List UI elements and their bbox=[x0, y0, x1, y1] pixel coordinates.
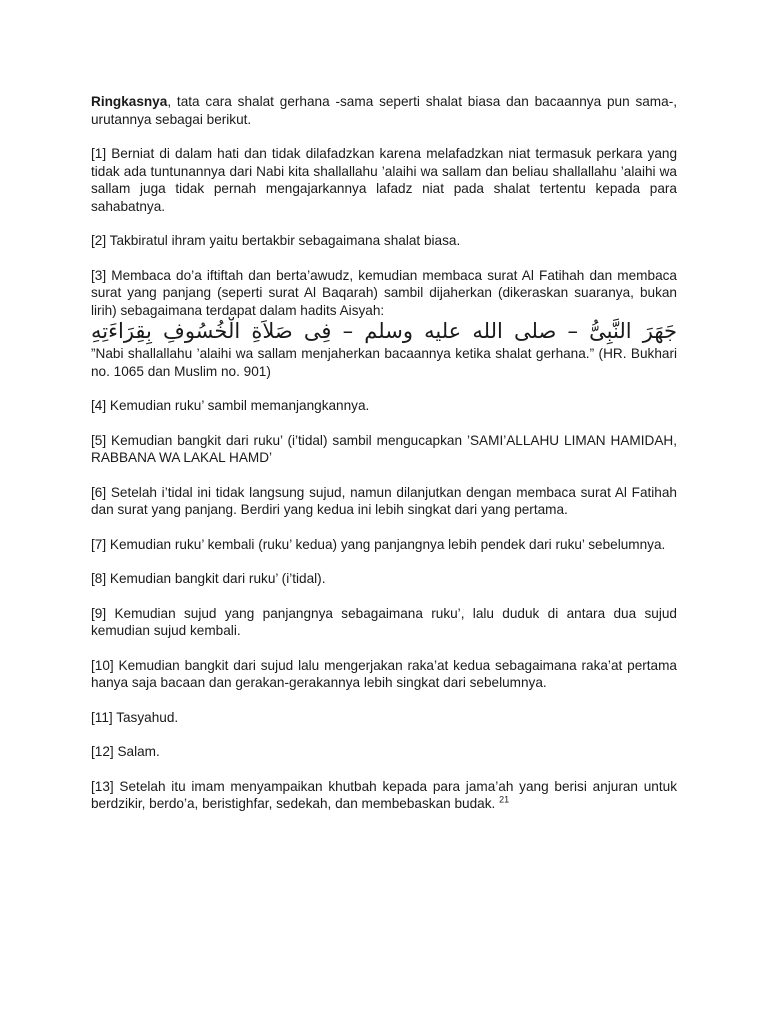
hadith-arabic-text: جَهَرَ النَّبِىُّ – صلى الله عليه وسلم – فِى صَلاَةِ الْخُسُوفِ بِقِرَاءَتِهِ bbox=[91, 319, 677, 343]
step-10: [10] Kemudian bangkit dari sujud lalu mengerjakan raka’at kedua sebagaimana raka’at pertama hanya saja bacaan dan gerakan-gerakannya lebih singkat dari sebelumnya. bbox=[91, 657, 677, 690]
hadith-translation: ”Nabi shallallahu ’alaihi wa sallam menjaherkan bacaannya ketika shalat gerhana.” (HR. Bukhari no. 1065 dan Muslim no. 901) bbox=[91, 346, 677, 379]
step-3-block bbox=[91, 267, 677, 381]
step-7: [7] Kemudian ruku’ kembali (ruku’ kedua) yang panjangnya lebih pendek dari ruku’ sebelumnya. bbox=[91, 536, 666, 552]
step-1: [1] Berniat di dalam hati dan tidak dilafadzkan karena melafadzkan niat termasuk perkara yang tidak ada tuntunannya dari Nabi kita shallallahu ’alaihi wa sallam dan beliau shallallahu ’alaihi wa sallam juga tidak pernah mengajarkannya lafadz niat pada shalat tertentu kepada para sahabatnya. bbox=[91, 146, 677, 214]
step-13-paragraph bbox=[91, 778, 677, 813]
footnote-reference[interactable]: 21 bbox=[499, 794, 510, 805]
step-13: [13] Setelah itu imam menyampaikan khutbah kepada para jama’ah yang berisi anjuran untuk berdzikir, berdo’a, beristighfar, sedekah, dan membebaskan budak. bbox=[91, 778, 677, 811]
step-4: [4] Kemudian ruku’ sambil memanjangkannya. bbox=[91, 398, 370, 413]
step-12: [12] Salam. bbox=[91, 744, 160, 759]
step-11: [11] Tasyahud. bbox=[91, 709, 179, 725]
intro-text: , tata cara shalat gerhana -sama seperti shalat biasa dan bacaannya pun sama-, urutannya sebagai berikut. bbox=[91, 94, 677, 127]
step-9: [9] Kemudian sujud yang panjangnya sebagaimana ruku’, lalu duduk di antara dua sujud kemudian sujud kembali. bbox=[91, 605, 677, 638]
intro-bold-lead: Ringkasnya bbox=[91, 94, 168, 109]
step-6: [6] Setelah i’tidal ini tidak langsung sujud, namun dilanjutkan dengan membaca surat Al Fatihah dan surat yang panjang. Berdiri yang kedua ini lebih singkat dari yang pertama. bbox=[91, 484, 677, 517]
step-5: [5] Kemudian bangkit dari ruku’ (i’tidal) sambil mengucapkan ’SAMI’ALLAHU LIMAN HAMIDAH, RABBANA WA LAKAL HAMD’ bbox=[91, 432, 677, 465]
step-2: [2] Takbiratul ihram yaitu bertakbir sebagaimana shalat biasa. bbox=[91, 233, 461, 248]
step-8: [8] Kemudian bangkit dari ruku’ (i’tidal). bbox=[91, 571, 326, 586]
intro-paragraph bbox=[91, 93, 677, 128]
document-page bbox=[91, 93, 677, 830]
step-3: [3] Membaca do’a iftiftah dan berta’awudz, kemudian membaca surat Al Fatihah dan membaca surat yang panjang (seperti surat Al Baqarah) sambil dijaherkan (dikeraskan suaranya, bukan lirih) sebagaimana terdapat dalam hadits Aisyah: bbox=[91, 267, 677, 318]
